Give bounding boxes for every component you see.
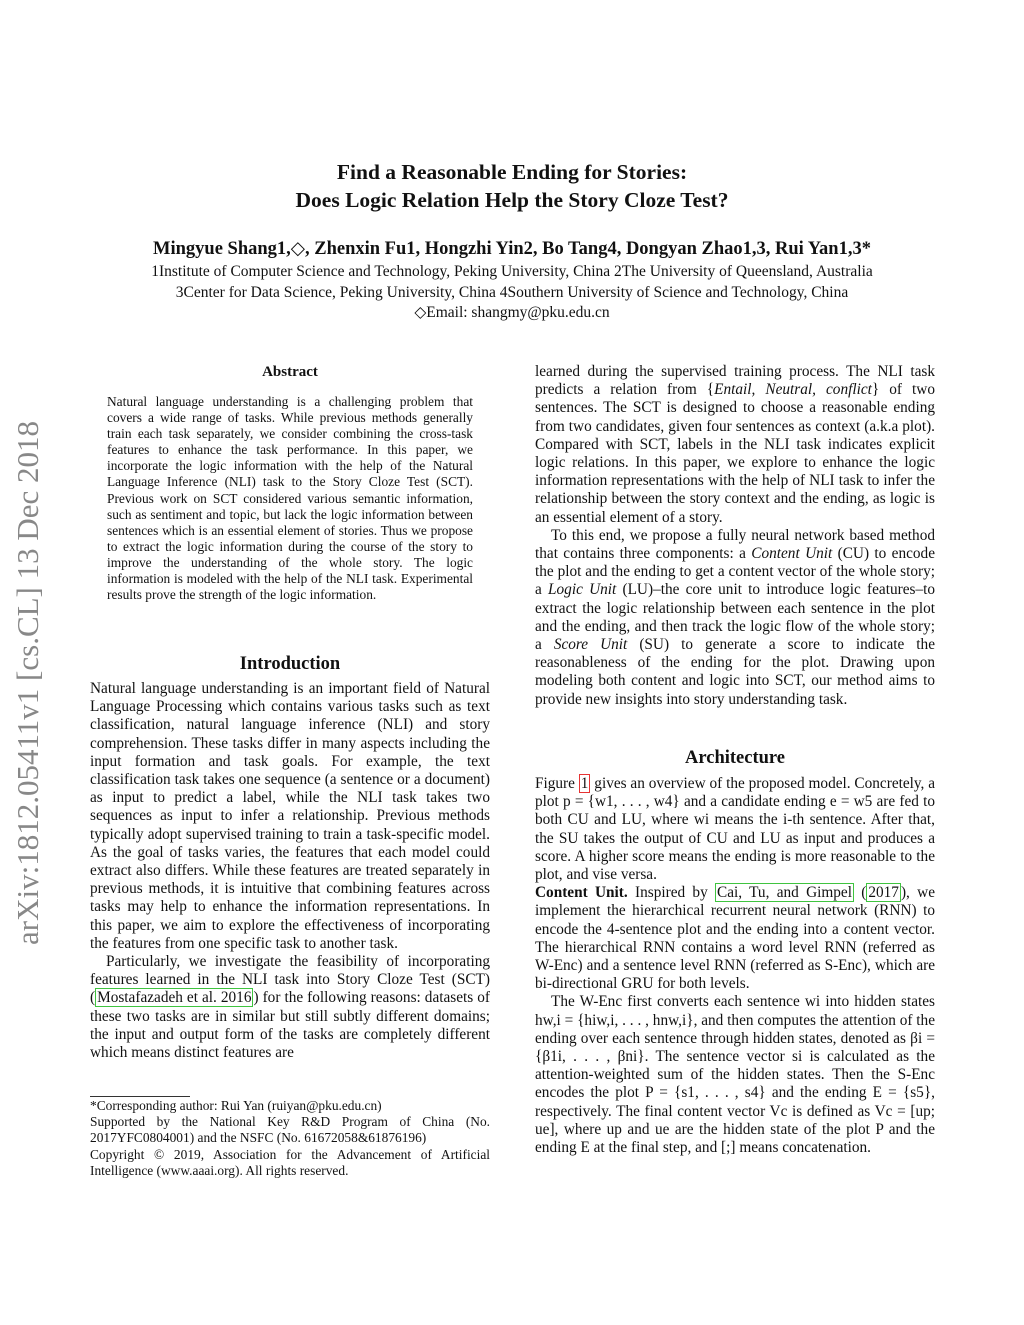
cu-text-a: Inspired by [627,884,716,902]
right-column-lower [535,775,935,1157]
right-paragraph-2 [535,527,935,709]
right-p2-text-b: (CU) to encode the plot and the ending to get a content vector of the whole story; a [535,545,935,599]
abstract-heading: Abstract [262,364,318,380]
footnote-rule [90,1096,190,1097]
right-p2-text-d: (SU) to generate a score to indicate the reasonableness of the ending for the plot. Drawing upon modeling both content and logic into SCT, our method aims to provide new insights into story understanding task. [535,636,935,708]
nli-relations: Entail, Neutral, conflict [714,381,872,399]
footnote-corresponding: *Corresponding author: Rui Yan (ruiyan@pku.edu.cn) [90,1098,382,1113]
footnote-funding: Supported by the National Key R&D Program of China (No. 2017YFC0804001) and the NSFC (No. 61672058&61876196) [90,1114,490,1146]
right-p2-text-c: (LU)–the core unit to introduce logic features–to extract the logic relationship between each sentence in the plot and the ending, and then track the logic flow of the whole story; a [535,581,936,654]
citation-year-2017[interactable]: 2017 [868,884,899,902]
intro-p2-text-b: ) for the following reasons: datasets of these two tasks are in similar but still subtly different domains; the input and output form of the tasks are completely different which means distinct features are [90,989,490,1062]
term-score-unit: Score Unit [553,636,628,654]
right-p1-text-a: learned during the supervised training process. The NLI task predicts a relation from { [535,363,935,399]
affiliation-line-2: 3Center for Data Science, Peking University, China 4Southern University of Science and Technology, China [175,284,849,301]
right-p1-text-b: } of two sentences. The SCT is designed to choose a reasonable ending from two candidates, given four sentences as context (a.k.a plot). Compared with SCT, labels in the NLI task indicates explicit logic relations. In this paper, we explore to enhance the logic information representations with the help of NLI task to infer the relationship between the story context and the ending, as logic is an essential element of a story. [535,381,935,526]
term-logic-unit: Logic Unit [548,581,617,599]
citation-mostafazadeh[interactable]: Mostafazadeh et al. 2016 [97,989,252,1007]
w-enc-paragraph: The W-Enc first converts each sentence wi into hidden states hw,i = {hiw,i, . . . , hnw,i}, and then computes the attention of the ending over each sentence through hidden states, denoted as βi = {β1i, . . . , βni}. The sentence vector si is calculated as the attention-weighted sum of the hidden states. Then the S-Enc encodes the plot P = {s1, . . . , s4} and the ending E = {s5}, respectively. The final content vector Vc is defined as Vc = [up; ue], where up and ue are the hidden state of the plot P and the ending E at the final step, and [;] means concatenation. [535,993,935,1157]
citation-cai-tu-gimpel[interactable]: Cai, Tu, and Gimpel [717,884,852,902]
term-content-unit: Content Unit [751,545,833,563]
intro-paragraph-1: Natural language understanding is an important field of Natural Language Processing which contains various tasks such as text classification, natural language inference (NLI) and story comprehension. These tasks differ in many aspects including the input formation and task goals. For example, the text classification task takes one sequence (a sentence or a document) as input to predict a label, while the NLI task takes two sequences as input to infer a relationship. Previous methods typically adopt supervised training to train a task-specific model. As the goal of tasks varies, the features that each model could extract also differs. While these features are treated separately in previous methods, it is intuitive that combining features across tasks may help to enhance the information representations. In this paper, we aim to explore the effectiveness of incorporating the features from one specific task to another task. [90,680,490,952]
introduction-heading: Introduction [239,654,341,674]
architecture-paragraph-1 [535,775,935,884]
content-unit-paragraph: Content Unit. Inspired by Cai, Tu, and Gimpel ( 2017 ), we implement the hierarchical recurrent neural network (RNN) to encode the 4-sentence plot and the ending into a content vector. The hierarchical RNN contains a word level RNN (referred as W-Enc) and a sentence level RNN (referred as S-Enc), which are bi-directional GRU for both levels. [535,884,936,993]
arch-p1-text-a: Figure [535,775,579,792]
right-paragraph-1 [535,363,935,527]
paper-title [150,158,874,214]
intro-paragraph-2 [90,953,490,1062]
introduction-body [90,680,490,1062]
arxiv-stamp: arXiv:1812.05411v1 [cs.CL] 13 Dec 2018 [10,420,45,945]
email-line: ◇Email: shangmy@pku.edu.cn [414,304,610,321]
affiliation-line-1: 1Institute of Computer Science and Technology, Peking University, China 2The University of Queensland, Australia [151,263,873,280]
right-p2-text-a: To this end, we propose a fully neural network based method that contains three components: a [535,526,935,563]
footnote-copyright: Copyright © 2019, Association for the Advancement of Artificial Intelligence (www.aaai.org). All rights reserved. [90,1146,490,1178]
intro-p2-text-a: Particularly, we investigate the feasibility of incorporating features learned in the NLI task into Story Cloze Test (SCT) ( [90,953,490,1007]
figure-1-link[interactable]: 1 [580,775,589,792]
title-line-2: Does Logic Relation Help the Story Cloze Test? [295,188,729,212]
content-unit-label: Content Unit. [535,884,628,902]
abstract-text: Natural language understanding is a challenging problem that covers a wide range of tasks. While previous methods generally train each task separately, we consider combining the cross-task features to enhance the task performance. In this paper, we incorporate the logic information with the help of the Natural Language Inference (NLI) task to the Story Cloze Test (SCT). Previous work on SCT considered various semantic information, such as sentiment and topic, but lack the logic information between sentences which is an essential element of stories. Thus we propose to extract the logic information during the course of the story to improve the understanding of the whole story. The logic information is modeled with the help of the NLI task. Experimental results prove the strength of the logic information. [107,394,473,603]
footnote [90,1098,490,1179]
architecture-heading: Architecture [685,748,785,768]
cu-text-b: ), we implement the hierarchical recurrent neural network (RNN) to encode the 4-sentence plot and the ending into a content vector. The hierarchical RNN contains a word level RNN (referred as W-Enc) and a sentence level RNN (referred as S-Enc), which are bi-directional GRU for both levels. [535,884,936,993]
title-line-1: Find a Reasonable Ending for Stories: [336,160,688,184]
arch-p1-text-b: gives an overview of the proposed model. Concretely, a plot p = {w1, . . . , w4} and a candidate ending e = w5 are fed to both CU and LU, where wi means the i-th sentence. After that, the SU takes the output of CU and LU as input and produces a score. A higher score means the ending is more reasonable to the plot, and vise versa. [535,775,936,884]
right-column-upper [535,363,935,709]
author-list: Mingyue Shang1,◇, Zhenxin Fu1, Hongzhi Yin2, Bo Tang4, Dongyan Zhao1,3, Rui Yan1,3* [153,239,871,259]
